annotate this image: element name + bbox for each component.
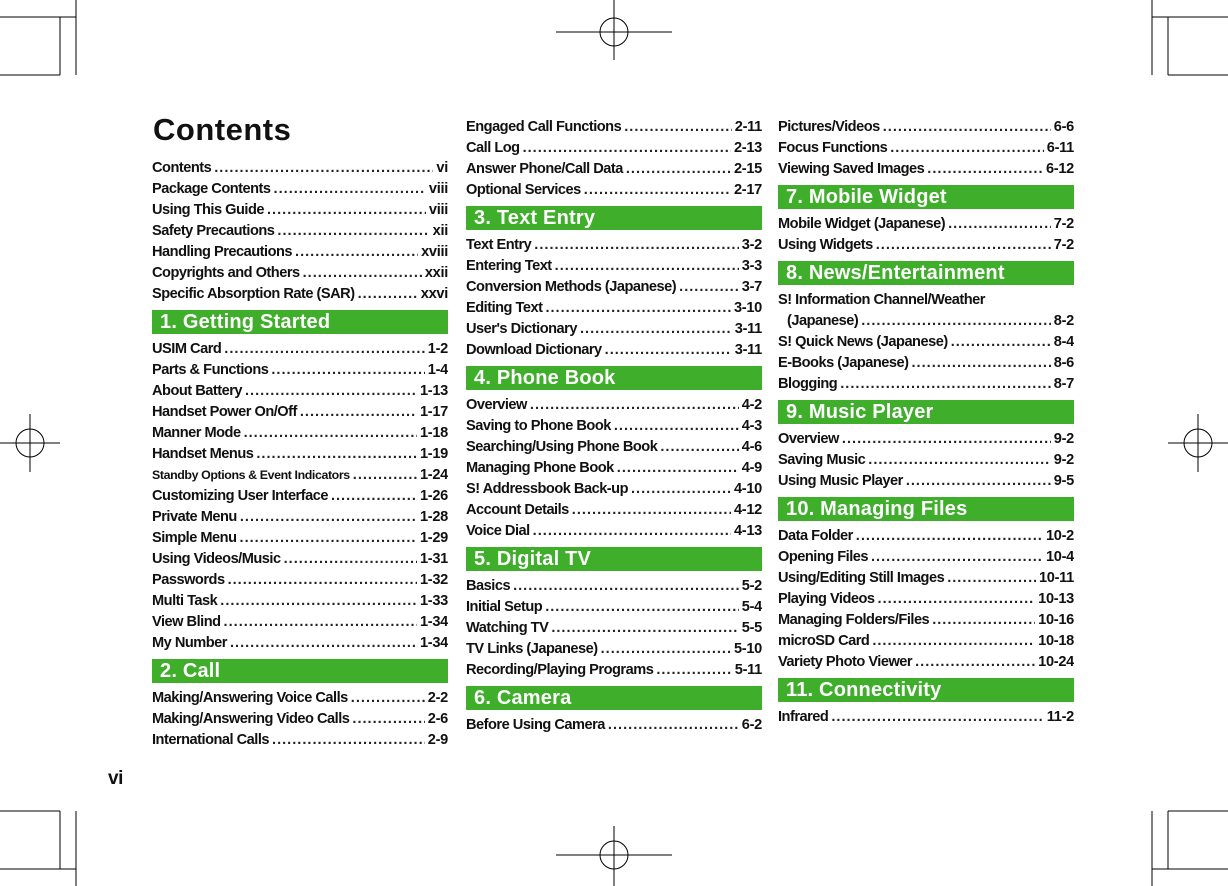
intro-list [152, 158, 448, 305]
toc-entry[interactable]: Recording/Playing Programs ..... 5-11 [466, 660, 762, 681]
toc-entry[interactable]: Using/Editing Still Images ..... 10-11 [778, 568, 1074, 589]
toc-entry[interactable]: Pictures/Videos ..... 6-6 [778, 117, 1074, 138]
section-heading-getting-started: 1. Getting Started [152, 310, 448, 334]
toc-entry[interactable]: Blogging ..... 8-7 [778, 374, 1074, 395]
section-heading-connectivity: 11. Connectivity [778, 678, 1074, 702]
toc-entry[interactable]: Text Entry ..... 3-2 [466, 235, 762, 256]
toc-entry[interactable]: Package Contents ..... viii [152, 179, 448, 200]
toc-entry[interactable]: Handset Menus ..... 1-19 [152, 444, 448, 465]
toc-entry[interactable]: View Blind ..... 1-34 [152, 612, 448, 633]
toc-column-3 [778, 117, 1074, 728]
toc-entry[interactable]: Optional Services ..... 2-17 [466, 180, 762, 201]
page-title: Contents [153, 112, 292, 147]
toc-entry[interactable]: S! Addressbook Back-up ..... 4-10 [466, 479, 762, 500]
toc-entry[interactable]: Saving Music ..... 9-2 [778, 450, 1074, 471]
toc-entry[interactable]: My Number ..... 1-34 [152, 633, 448, 654]
section-heading-camera: 6. Camera [466, 686, 762, 710]
section-heading-text-entry: 3. Text Entry [466, 206, 762, 230]
toc-entry[interactable]: International Calls ..... 2-9 [152, 730, 448, 751]
toc-entry[interactable]: Managing Folders/Files ..... 10-16 [778, 610, 1074, 631]
toc-entry[interactable]: Basics ..... 5-2 [466, 576, 762, 597]
toc-entry[interactable]: Download Dictionary ..... 3-11 [466, 340, 762, 361]
toc-entry[interactable]: Making/Answering Video Calls ..... 2-6 [152, 709, 448, 730]
toc-entry[interactable]: Parts & Functions ..... 1-4 [152, 360, 448, 381]
toc-entry[interactable]: Making/Answering Voice Calls ..... 2-2 [152, 688, 448, 709]
toc-entry[interactable]: Mobile Widget (Japanese) ..... 7-2 [778, 214, 1074, 235]
toc-entry[interactable]: Multi Task ..... 1-33 [152, 591, 448, 612]
toc-entry[interactable]: Simple Menu ..... 1-29 [152, 528, 448, 549]
toc-entry[interactable]: Safety Precautions ..... xii [152, 221, 448, 242]
toc-entry[interactable]: (Japanese) ..... 8-2 [778, 311, 1074, 332]
toc-entry[interactable]: Account Details ..... 4-12 [466, 500, 762, 521]
section-heading-mobile-widget: 7. Mobile Widget [778, 185, 1074, 209]
toc-entry[interactable]: Playing Videos ..... 10-13 [778, 589, 1074, 610]
toc-entry[interactable]: Using This Guide ..... viii [152, 200, 448, 221]
toc-entry[interactable]: Viewing Saved Images ..... 6-12 [778, 159, 1074, 180]
toc-entry[interactable]: Initial Setup ..... 5-4 [466, 597, 762, 618]
section-heading-digital-tv: 5. Digital TV [466, 547, 762, 571]
toc-entry[interactable]: Entering Text ..... 3-3 [466, 256, 762, 277]
toc-entry[interactable]: Call Log ..... 2-13 [466, 138, 762, 159]
section-heading-call: 2. Call [152, 659, 448, 683]
toc-entry[interactable]: Engaged Call Functions ..... 2-11 [466, 117, 762, 138]
toc-entry[interactable]: User's Dictionary ..... 3-11 [466, 319, 762, 340]
section-heading-news-entertainment: 8. News/Entertainment [778, 261, 1074, 285]
toc-column-2 [466, 117, 762, 736]
toc-entry[interactable]: Conversion Methods (Japanese) ..... 3-7 [466, 277, 762, 298]
toc-entry[interactable]: Watching TV ..... 5-5 [466, 618, 762, 639]
toc-entry[interactable]: Focus Functions ..... 6-11 [778, 138, 1074, 159]
toc-entry[interactable]: Customizing User Interface ..... 1-26 [152, 486, 448, 507]
toc-entry[interactable]: Variety Photo Viewer ..... 10-24 [778, 652, 1074, 673]
toc-entry[interactable]: About Battery ..... 1-13 [152, 381, 448, 402]
toc-entry[interactable]: Answer Phone/Call Data ..... 2-15 [466, 159, 762, 180]
section-heading-managing-files: 10. Managing Files [778, 497, 1074, 521]
toc-entry[interactable]: Data Folder ..... 10-2 [778, 526, 1074, 547]
toc-entry[interactable]: E-Books (Japanese) ..... 8-6 [778, 353, 1074, 374]
toc-entry[interactable]: microSD Card ..... 10-18 [778, 631, 1074, 652]
toc-entry[interactable]: Overview ..... 9-2 [778, 429, 1074, 450]
toc-entry[interactable]: Private Menu ..... 1-28 [152, 507, 448, 528]
toc-entry[interactable]: Editing Text ..... 3-10 [466, 298, 762, 319]
toc-column-1 [152, 158, 448, 751]
toc-entry[interactable]: Handling Precautions ..... xviii [152, 242, 448, 263]
toc-entry[interactable]: Standby Options & Event Indicators ..... 1-24 [152, 465, 448, 486]
toc-entry[interactable]: Opening Files ..... 10-4 [778, 547, 1074, 568]
toc-entry-first-line[interactable]: S! Information Channel/Weather [778, 292, 985, 308]
toc-entry[interactable]: Infrared ..... 11-2 [778, 707, 1074, 728]
toc-entry[interactable]: Voice Dial ..... 4-13 [466, 521, 762, 542]
toc-entry[interactable]: Searching/Using Phone Book ..... 4-6 [466, 437, 762, 458]
toc-entry[interactable]: Specific Absorption Rate (SAR) ..... xxvi [152, 284, 448, 305]
toc-entry[interactable]: Managing Phone Book ..... 4-9 [466, 458, 762, 479]
toc-entry[interactable]: Using Videos/Music ..... 1-31 [152, 549, 448, 570]
section-heading-phone-book: 4. Phone Book [466, 366, 762, 390]
toc-entry[interactable]: Before Using Camera ..... 6-2 [466, 715, 762, 736]
toc-entry[interactable]: Contents ..... vi [152, 158, 448, 179]
toc-entry[interactable]: S! Quick News (Japanese) ..... 8-4 [778, 332, 1074, 353]
toc-entry[interactable]: Copyrights and Others ..... xxii [152, 263, 448, 284]
toc-entry[interactable]: Saving to Phone Book ..... 4-3 [466, 416, 762, 437]
toc-entry[interactable]: TV Links (Japanese) ..... 5-10 [466, 639, 762, 660]
toc-entry[interactable]: Using Widgets ..... 7-2 [778, 235, 1074, 256]
toc-entry[interactable]: Manner Mode ..... 1-18 [152, 423, 448, 444]
toc-entry[interactable]: Handset Power On/Off ..... 1-17 [152, 402, 448, 423]
page-number: vi [108, 768, 123, 789]
toc-entry[interactable]: Overview ..... 4-2 [466, 395, 762, 416]
section-heading-music-player: 9. Music Player [778, 400, 1074, 424]
toc-entry[interactable]: Passwords ..... 1-32 [152, 570, 448, 591]
toc-entry[interactable]: Using Music Player ..... 9-5 [778, 471, 1074, 492]
toc-entry[interactable]: USIM Card ..... 1-2 [152, 339, 448, 360]
